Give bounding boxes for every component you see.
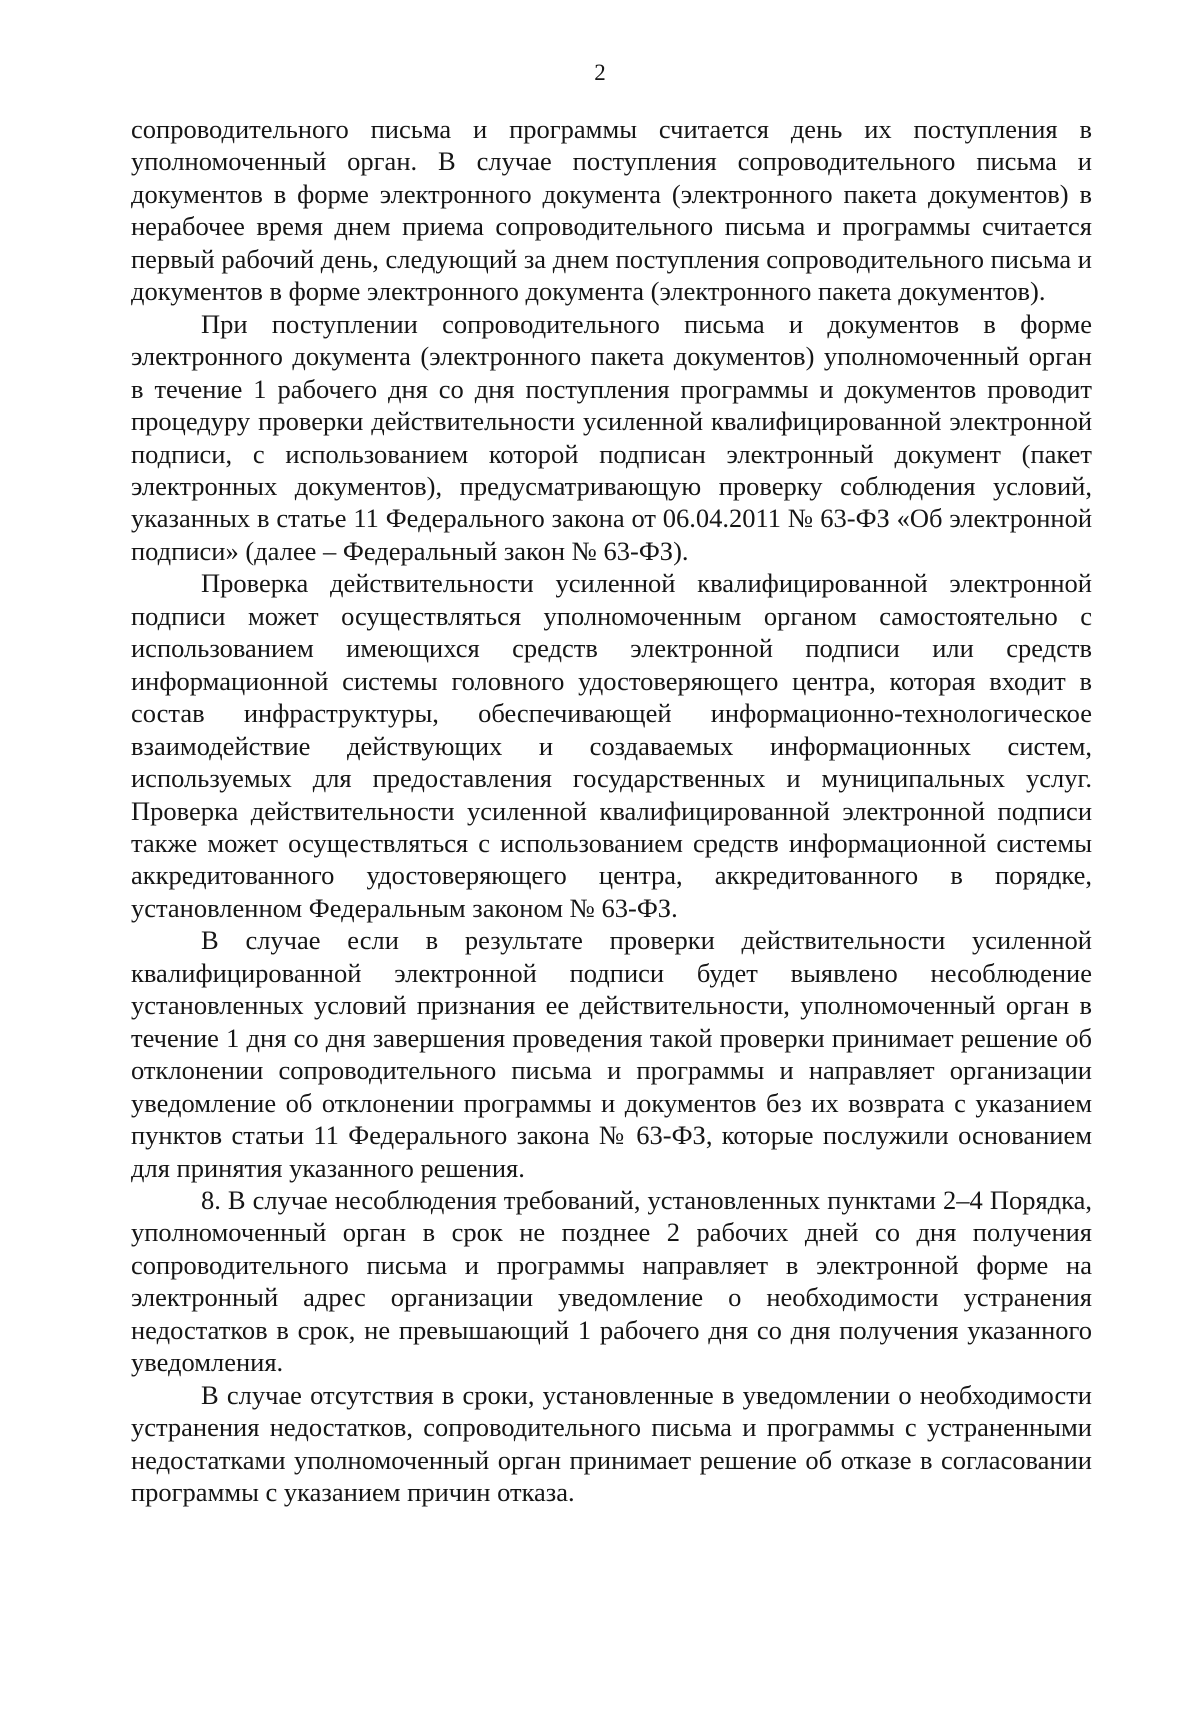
paragraph-6: В случае отсутствия в сроки, установленные в уведомлении о необходимости устранения недостатков, сопроводительного письма и программы с устраненными недостатками уполномоченный орган принимает решение об отказе в согласовании программы с указанием причин отказа. xyxy=(131,1379,1092,1508)
paragraph-1: сопроводительного письма и программы считается день их поступления в уполномоченный орган. В случае поступления сопроводительного письма и документов в форме электронного документа (электронного пакета документов) в нерабочее время днем приема сопроводительного письма и программы считается первый рабочий день, следующий за днем поступления сопроводительного письма и документов в форме электронного документа (электронного пакета документов). xyxy=(131,114,1092,307)
page-number: 2 xyxy=(594,60,606,85)
document-body xyxy=(131,113,1092,1508)
paragraph-5: 8. В случае несоблюдения требований, установленных пунктами 2–4 Порядка, уполномоченный орган в срок не позднее 2 рабочих дней со дня получения сопроводительного письма и программы направляет в электронной форме на электронный адрес организации уведомление о необходимости устранения недостатков в срок, не превышающий 1 рабочего дня со дня получения указанного уведомления. xyxy=(131,1184,1092,1378)
paragraph-4: В случае если в результате проверки действительности усиленной квалифицированной электронной подписи будет выявлено несоблюдение установленных условий признания ее действительности, уполномоченный орган в течение 1 дня со дня завершения проведения такой проверки принимает решение об отклонении сопроводительного письма и программы и направляет организации уведомление об отклонении программы и документов без их возврата с указанием пунктов статьи 11 Федерального закона № 63-ФЗ, которые послужили основанием для принятия указанного решения. xyxy=(131,925,1092,1183)
paragraph-3: Проверка действительности усиленной квалифицированной электронной подписи может осуществляться уполномоченным органом самостоятельно с использованием имеющихся средств электронной подписи или средств информационной системы головного удостоверяющего центра, которая входит в состав инфраструктуры, обеспечивающей информационно-технологическое взаимодействие действующих и создаваемых информационных систем, используемых для предоставления государственных и муниципальных услуг. Проверка действительности усиленной квалифицированной электронной подписи также может осуществляться с использованием средств информационной системы аккредитованного удостоверяющего центра, аккредитованного в порядке, установленном Федеральным законом № 63-ФЗ. xyxy=(131,568,1092,923)
paragraph-2: При поступлении сопроводительного письма и документов в форме электронного документа (электронного пакета документов) уполномоченный орган в течение 1 рабочего дня со дня поступления программы и документов проводит процедуру проверки действительности усиленной квалифицированной электронной подписи, с использованием которой подписан электронный документ (пакет электронных документов), предусматривающую проверку соблюдения условий, указанных в статье 11 Федерального закона от 06.04.2011 № 63-ФЗ «Об электронной подписи» (далее – Федеральный закон № 63-ФЗ). xyxy=(131,308,1092,566)
